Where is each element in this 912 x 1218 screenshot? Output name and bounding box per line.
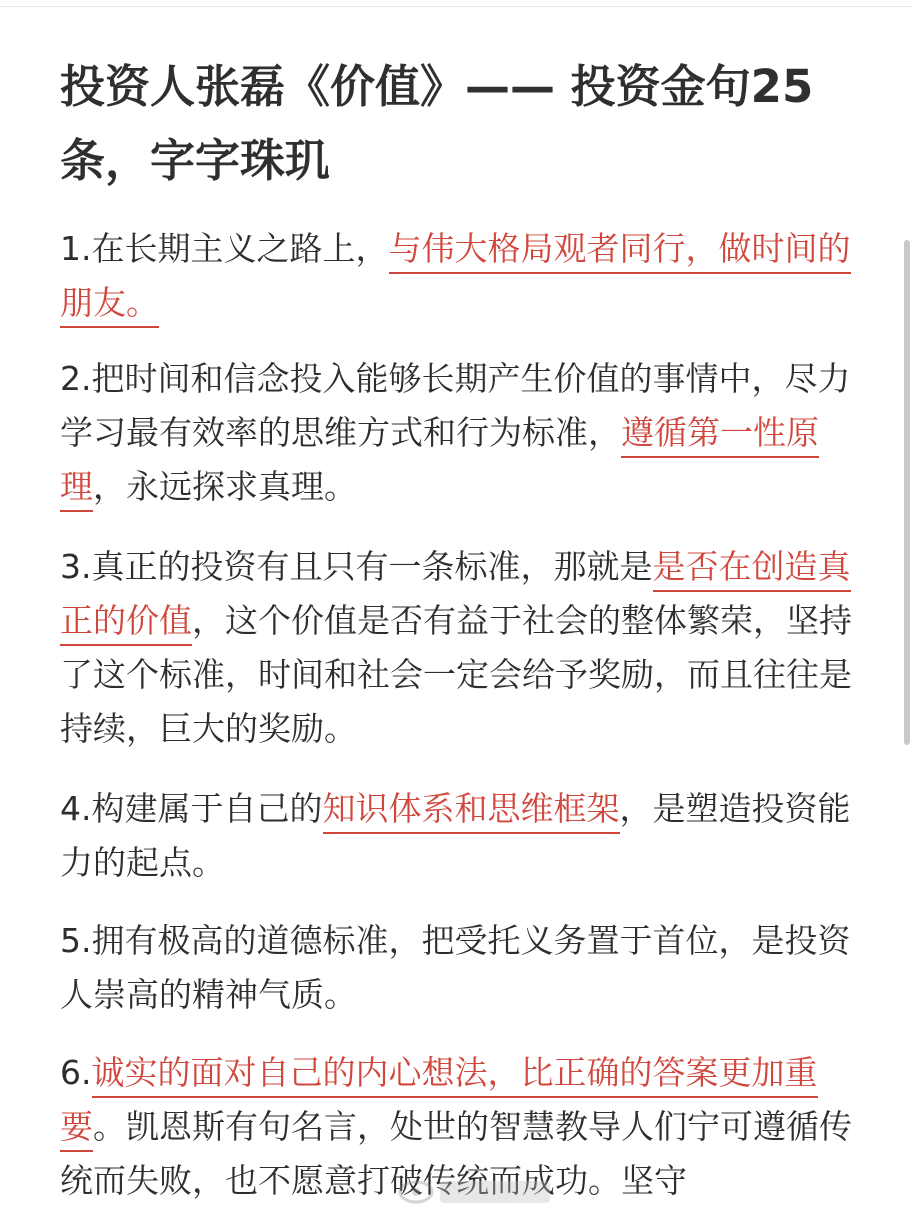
highlighted-text: 遵循第一性原理 xyxy=(60,413,819,512)
scrollbar-thumb[interactable] xyxy=(904,240,910,745)
paragraph-4 xyxy=(60,782,860,890)
paragraph-text: ，永远探求真理。 xyxy=(93,467,357,506)
top-divider xyxy=(0,6,912,7)
highlighted-text: 是否在创造真正的价值 xyxy=(60,547,851,646)
article-title: 投资人张磊《价值》—— 投资金句25条，字字珠玑 xyxy=(60,60,814,187)
paragraph-text: ，是塑造投资能力的起点。 xyxy=(60,789,851,882)
paragraph-1 xyxy=(60,222,860,330)
paragraph-5 xyxy=(60,914,860,1022)
paragraph-3 xyxy=(60,540,860,756)
paragraph-text: 1.在长期主义之路上， xyxy=(60,229,389,268)
paragraph-text: 。凯恩斯有句名言，处世的智慧教导人们宁可遵循传统而失败，也不愿意打破传统而成功。坚守 xyxy=(60,1107,852,1200)
paragraph-text: ，这个价值是否有益于社会的整体繁荣，坚持了这个标准，时间和社会一定会给予奖励，而且往往是持续，巨大的奖励。 xyxy=(60,601,852,748)
paragraph-text: 4.构建属于自己的 xyxy=(60,789,323,828)
highlighted-text: 知识体系和思维框架 xyxy=(323,789,620,834)
paragraph-text: 2.把时间和信念投入能够长期产生价值的事情中，尽力学习最有效率的思维方式和行为标准， xyxy=(60,359,851,452)
paragraph-text: 6. xyxy=(60,1053,92,1092)
highlighted-text: 诚实的面对自己的内心想法，比正确的答案更加重要 xyxy=(60,1053,818,1152)
paragraph-2 xyxy=(60,352,860,514)
paragraph-text: 5.拥有极高的道德标准，把受托义务置于首位，是投资人崇高的精神气质。 xyxy=(60,921,851,1014)
paragraph-text: 3.真正的投资有且只有一条标准，那就是 xyxy=(60,547,653,586)
paragraph-6 xyxy=(60,1046,860,1208)
highlighted-text: 与伟大格局观者同行，做时间的朋友。 xyxy=(60,229,851,328)
